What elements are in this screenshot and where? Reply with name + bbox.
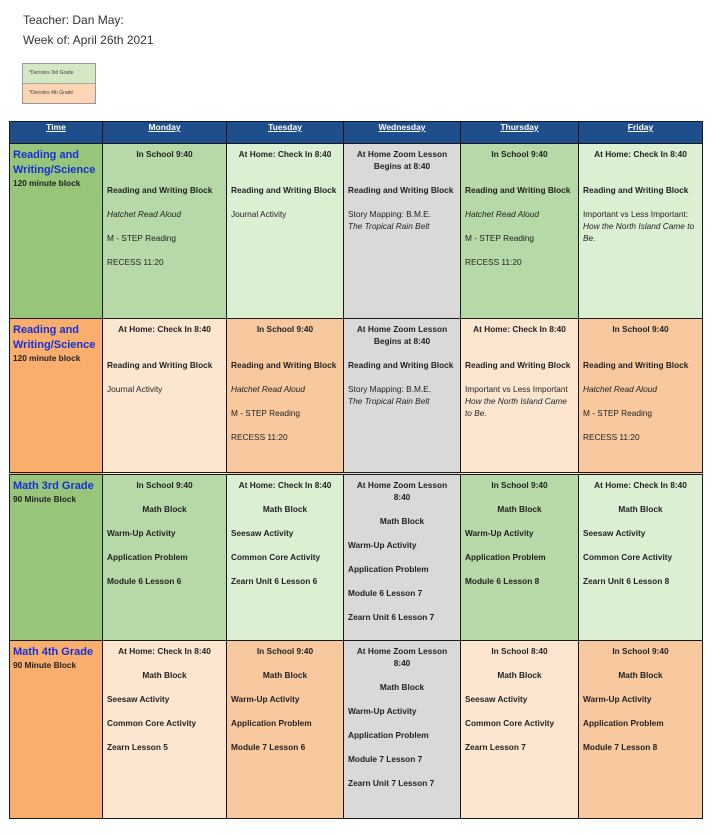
cell-line: At Home Zoom Lesson 8:40 <box>356 480 448 502</box>
cell-tuesday[interactable] <box>227 641 344 819</box>
col-header-wednesday[interactable] <box>344 122 461 144</box>
cell-line: At Home: Check In 8:40 <box>594 480 687 490</box>
cell-line: Reading and Writing Block <box>107 360 213 370</box>
cell-line: Seesaw Activity <box>231 528 294 538</box>
cell-line: In School 9:40 <box>136 149 193 159</box>
table-row <box>10 144 703 319</box>
cell-line: Journal Activity <box>231 209 287 219</box>
cell-line: Math Block <box>142 670 187 680</box>
row-label-cell[interactable] <box>10 319 103 474</box>
spacer <box>231 172 339 184</box>
cell-content <box>103 144 226 284</box>
spacer <box>465 347 574 359</box>
cell-content <box>461 144 578 284</box>
cell-line: Warm-Up Activity <box>583 694 652 704</box>
column-label: Wednesday <box>378 122 426 132</box>
cell-line: Hatchet Read Aloud <box>231 384 305 394</box>
cell-line: Math Block <box>142 504 187 514</box>
cell-content <box>344 475 460 639</box>
cell-content <box>103 641 226 769</box>
cell-line: Common Core Activity <box>107 718 197 728</box>
cell-content <box>461 319 578 435</box>
cell-tuesday[interactable] <box>227 474 344 641</box>
cell-line: Warm-Up Activity <box>465 528 534 538</box>
cell-line: Math Block <box>262 504 308 514</box>
cell-content <box>227 144 343 236</box>
cell-line: At Home: Check In 8:40 <box>238 480 332 490</box>
cell-line: RECESS 11:20 <box>107 257 164 267</box>
row-label-cell[interactable] <box>10 474 103 641</box>
cell-line: Module 6 Lesson 7 <box>348 588 423 598</box>
cell-line: Zearn Lesson 7 <box>465 742 526 752</box>
spacer <box>231 347 339 359</box>
row-title: Math 3rd Grade <box>13 480 94 492</box>
cell-line: Story Mapping: B.M.E. <box>348 384 432 394</box>
cell-line: At Home: Check In 8:40 <box>118 646 211 656</box>
cell-line: Application Problem <box>348 730 429 740</box>
legend-4th-grade: *Denotes 4th Grade <box>23 84 95 103</box>
cell-line: In School 9:40 <box>612 324 669 334</box>
cell-line: Module 7 Lesson 7 <box>348 754 423 764</box>
cell-line: Reading and Writing Block <box>348 185 454 195</box>
col-header-friday[interactable] <box>579 122 703 144</box>
cell-line: Application Problem <box>348 564 429 574</box>
cell-monday[interactable] <box>103 641 227 819</box>
table-row <box>10 319 703 474</box>
column-label: Tuesday <box>268 122 302 132</box>
cell-line: Math Block <box>618 504 663 514</box>
cell-content <box>579 319 702 459</box>
cell-line: Reading and Writing Block <box>583 360 689 370</box>
spacer <box>583 172 698 184</box>
cell-line: Common Core Activity <box>231 552 321 562</box>
cell-content <box>344 319 460 423</box>
spacer <box>465 172 574 184</box>
cell-line: Hatchet Read Aloud <box>583 384 657 394</box>
cell-wednesday[interactable] <box>344 144 461 319</box>
cell-line: Warm-Up Activity <box>231 694 300 704</box>
header-row <box>10 122 703 144</box>
cell-line: Journal Activity <box>107 384 163 394</box>
cell-line: Hatchet Read Aloud <box>465 209 539 219</box>
cell-line: Math Block <box>618 670 663 680</box>
cell-line: How the North Island Came to Be. <box>583 221 695 243</box>
cell-line: In School 9:40 <box>612 646 669 656</box>
col-header-thursday[interactable] <box>461 122 579 144</box>
cell-content <box>227 319 343 459</box>
cell-line: Application Problem <box>465 552 546 562</box>
row-title: Reading and Writing/Science <box>13 324 96 351</box>
cell-line: At Home Zoom Lesson Begins at 8:40 <box>356 324 448 346</box>
cell-line: Module 7 Lesson 6 <box>231 742 306 752</box>
cell-content <box>103 319 226 411</box>
legend-3rd-grade: *Denotes 3rd Grade <box>23 64 95 84</box>
cell-line: Story Mapping: B.M.E. <box>348 209 432 219</box>
cell-wednesday[interactable] <box>344 319 461 474</box>
col-header-time[interactable] <box>10 122 103 144</box>
cell-line: Zearn Unit 6 Lesson 6 <box>231 576 318 586</box>
cell-tuesday[interactable] <box>227 144 344 319</box>
cell-line: Math Block <box>379 682 425 692</box>
cell-line: Module 6 Lesson 8 <box>465 576 540 586</box>
cell-line: Math Block <box>497 670 542 680</box>
cell-line: Common Core Activity <box>465 718 555 728</box>
row-subtitle: 90 Minute Block <box>13 494 77 504</box>
cell-line: In School 9:40 <box>491 149 548 159</box>
cell-line: Reading and Writing Block <box>583 185 689 195</box>
cell-line: Reading and Writing Block <box>465 360 571 370</box>
cell-content <box>461 641 578 769</box>
cell-line: At Home Zoom Lesson 8:40 <box>356 646 448 668</box>
cell-friday[interactable] <box>579 474 703 641</box>
cell-line: Important vs Less Important: <box>583 209 689 219</box>
cell-line: Zearn Unit 6 Lesson 7 <box>348 612 435 622</box>
cell-line: Reading and Writing Block <box>231 185 337 195</box>
col-header-tuesday[interactable] <box>227 122 344 144</box>
col-header-monday[interactable] <box>103 122 227 144</box>
cell-line: At Home: Check In 8:40 <box>238 149 332 159</box>
cell-line: RECESS 11:20 <box>465 257 522 267</box>
cell-content <box>579 144 702 260</box>
cell-line: Warm-Up Activity <box>348 706 417 716</box>
cell-line: How the North Island Came to Be. <box>465 396 567 418</box>
cell-line: Math Block <box>262 670 308 680</box>
cell-line: The Tropical Rain Belt <box>348 221 430 231</box>
cell-line: Warm-Up Activity <box>348 540 417 550</box>
cell-line: Zearn Unit 7 Lesson 7 <box>348 778 435 788</box>
cell-content <box>227 475 343 603</box>
cell-line: In School 9:40 <box>256 324 314 334</box>
cell-wednesday[interactable] <box>344 641 461 819</box>
weekly-schedule-table <box>9 121 703 819</box>
cell-content <box>461 475 578 603</box>
cell-monday[interactable] <box>103 474 227 641</box>
row-title: Math 4th Grade <box>13 646 94 658</box>
cell-line: Hatchet Read Aloud <box>107 209 181 219</box>
table-row <box>10 641 703 819</box>
cell-line: Reading and Writing Block <box>348 360 454 370</box>
grade-legend <box>22 63 96 104</box>
cell-line: At Home: Check In 8:40 <box>118 324 211 334</box>
column-label: Monday <box>148 122 181 132</box>
spacer <box>107 172 222 184</box>
cell-content <box>344 641 460 805</box>
cell-line: Zearn Lesson 5 <box>107 742 168 752</box>
cell-line: Application Problem <box>107 552 188 562</box>
cell-line: RECESS 11:20 <box>231 432 288 442</box>
cell-friday[interactable] <box>579 144 703 319</box>
cell-thursday[interactable] <box>461 474 579 641</box>
table-row <box>10 474 703 641</box>
cell-wednesday[interactable] <box>344 474 461 641</box>
cell-line: Common Core Activity <box>583 552 673 562</box>
column-label: Friday <box>627 122 654 132</box>
cell-line: M - STEP Reading <box>107 233 177 243</box>
cell-line: In School 8:40 <box>491 646 548 656</box>
column-label: Thursday <box>500 122 539 132</box>
row-title: Reading and Writing/Science <box>13 149 96 176</box>
cell-thursday[interactable] <box>461 641 579 819</box>
document-header <box>23 10 154 50</box>
cell-line: Module 6 Lesson 6 <box>107 576 182 586</box>
cell-line: Reading and Writing Block <box>465 185 571 195</box>
cell-line: In School 9:40 <box>491 480 548 490</box>
cell-content <box>579 475 702 603</box>
row-subtitle: 120 minute block <box>13 353 81 363</box>
cell-line: Module 7 Lesson 8 <box>583 742 658 752</box>
cell-friday[interactable] <box>579 641 703 819</box>
cell-line: Important vs Less Important <box>465 384 568 394</box>
cell-content <box>344 144 460 248</box>
row-label-cell[interactable] <box>10 641 103 819</box>
spacer <box>583 347 698 359</box>
cell-line: Reading and Writing Block <box>107 185 213 195</box>
cell-monday[interactable] <box>103 144 227 319</box>
cell-line: The Tropical Rain Belt <box>348 396 430 406</box>
cell-line: In School 9:40 <box>136 480 193 490</box>
week-label[interactable]: Week of: April 26th 2021 <box>23 33 154 47</box>
cell-line: Reading and Writing Block <box>231 360 337 370</box>
cell-line: Math Block <box>379 516 425 526</box>
cell-line: At Home: Check In 8:40 <box>473 324 566 334</box>
cell-monday[interactable] <box>103 319 227 474</box>
cell-friday[interactable] <box>579 319 703 474</box>
cell-content <box>227 641 343 769</box>
cell-line: Seesaw Activity <box>465 694 528 704</box>
cell-line: M - STEP Reading <box>583 408 653 418</box>
cell-thursday[interactable] <box>461 144 579 319</box>
cell-line: M - STEP Reading <box>231 408 301 418</box>
spacer <box>107 347 222 359</box>
cell-line: Application Problem <box>231 718 312 728</box>
cell-line: Seesaw Activity <box>583 528 646 538</box>
row-subtitle: 90 Minute Block <box>13 660 77 670</box>
cell-line: Math Block <box>497 504 542 514</box>
cell-line: M - STEP Reading <box>465 233 535 243</box>
teacher-label[interactable]: Teacher: Dan May: <box>23 13 124 27</box>
row-label-cell[interactable] <box>10 144 103 319</box>
cell-line: Warm-Up Activity <box>107 528 176 538</box>
cell-line: RECESS 11:20 <box>583 432 640 442</box>
row-subtitle: 120 minute block <box>13 178 81 188</box>
cell-line: In School 9:40 <box>256 646 314 656</box>
column-label: Time <box>46 122 66 132</box>
cell-line: At Home Zoom Lesson Begins at 8:40 <box>356 149 448 171</box>
cell-content <box>579 641 702 769</box>
cell-thursday[interactable] <box>461 319 579 474</box>
cell-line: Zearn Unit 6 Lesson 8 <box>583 576 670 586</box>
cell-line: Seesaw Activity <box>107 694 170 704</box>
cell-line: Application Problem <box>583 718 664 728</box>
cell-line: At Home: Check In 8:40 <box>594 149 687 159</box>
cell-tuesday[interactable] <box>227 319 344 474</box>
cell-content <box>103 475 226 603</box>
